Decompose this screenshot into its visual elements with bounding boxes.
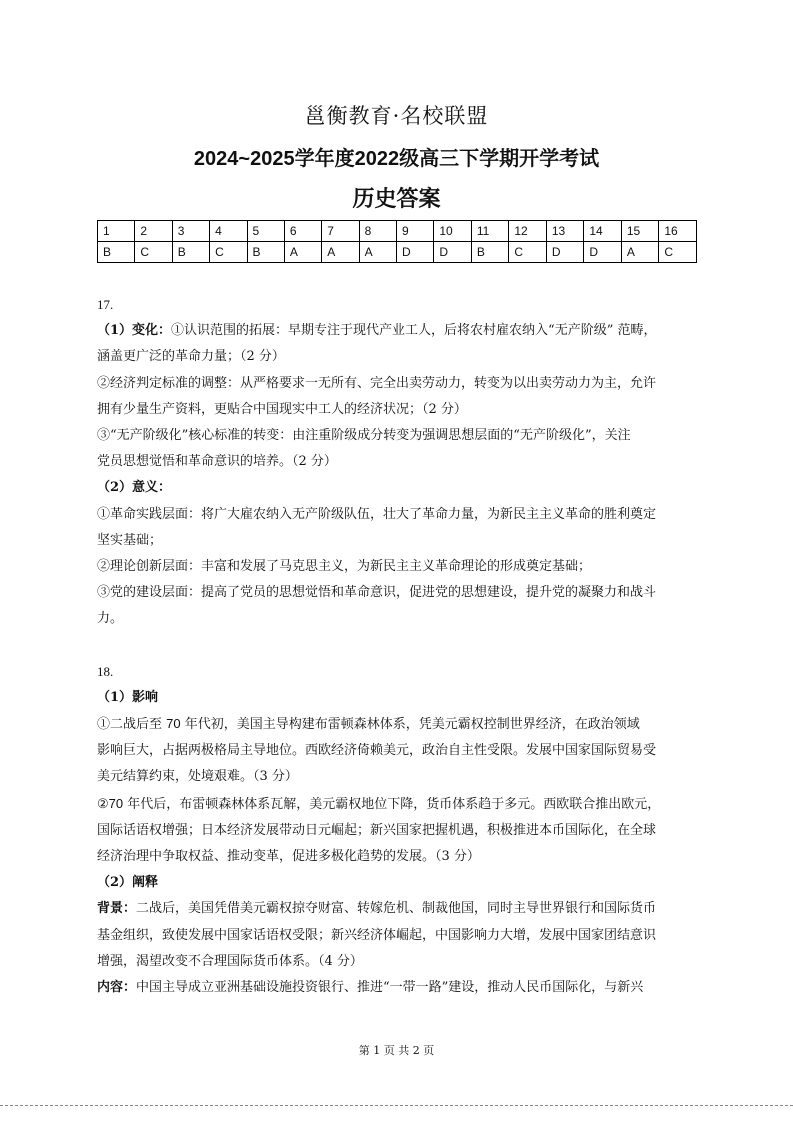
answer-cell: B — [247, 242, 284, 263]
answer-table — [97, 220, 697, 263]
q18-i1d: 美元结算约束，处境艰难。（3 分） — [97, 769, 298, 785]
answer-cell: D — [546, 242, 584, 263]
q17-p1b: 涵盖更广泛的革命力量；（2 分） — [97, 349, 285, 365]
answer-cell: B — [471, 242, 508, 263]
q17-m1b: 坚实基础； — [97, 532, 163, 548]
answer-cell: D — [396, 242, 433, 263]
q18-i2-num: 70 — [108, 795, 124, 811]
question-number-cell: 6 — [284, 221, 321, 242]
answer-cell: C — [659, 242, 697, 263]
exam-title-part: 学年度 — [294, 146, 355, 170]
q17-m2: ②理论创新层面：丰富和发展了马克思主义，为新民主主义革命理论的形成奠定基础； — [97, 559, 592, 575]
answer-cell: B — [172, 242, 209, 263]
exam-title-grade: 2022 — [354, 148, 400, 170]
question-number-cell: 1 — [98, 221, 135, 242]
question-number-cell: 3 — [172, 221, 209, 242]
q18-ct1-text: 中国主导成立亚洲基础设施投资银行、推进“一带一路”建设，推动人民币国际化，与新兴 — [136, 980, 644, 996]
q18-i2d: 经济治理中争取权益、推动变革，促进多极化趋势的发展。（3 分） — [97, 849, 480, 865]
q17-p2: ②经济判定标准的调整：从严格要求一无所有、完全出卖劳动力，转变为以出卖劳动力为主，允许 — [97, 375, 657, 391]
answer-cell: D — [434, 242, 472, 263]
question-18-number: 18. — [97, 663, 114, 679]
page-bottom-divider — [0, 1105, 793, 1106]
answer-table-number-row — [98, 221, 697, 242]
answer-table-answer-row — [98, 242, 697, 263]
answer-content — [97, 292, 697, 1001]
page-footer: 第 1 页 共 2 页 — [358, 1044, 435, 1057]
question-number-cell: 2 — [135, 221, 172, 242]
q18-ct1 — [97, 975, 697, 1001]
school-alliance-title: 邕衡教育·名校联盟 — [304, 104, 489, 128]
q18-bg1-text: 二战后，美国凭借美元霸权掠夺财富、转嫁危机、制裁他国，同时主导世界银行和国际货币 — [136, 901, 657, 917]
question-number-cell: 10 — [434, 221, 472, 242]
q18-i2-a: ② — [97, 796, 109, 812]
q18-background-label: 背景： — [97, 901, 137, 917]
answer-cell: C — [135, 242, 172, 263]
q17-part1-heading: （1）变化： — [97, 323, 172, 339]
q17-p3: ③“无产阶级化”核心标准的转变：由注重阶级成分转变为强调思想层面的“无产阶级化”，关注 — [97, 428, 631, 444]
q17-m3b: 力。 — [97, 611, 124, 627]
question-number-cell: 4 — [210, 221, 247, 242]
question-number-cell: 12 — [509, 221, 547, 242]
q18-part2-heading: （2）阐释 — [97, 875, 159, 891]
q17-p2b: 拥有少量生产资料，更贴合中国现实中工人的经济状况；（2 分） — [97, 401, 467, 417]
question-number-cell: 7 — [322, 221, 359, 242]
q18-i1 — [97, 711, 697, 738]
question-number-cell: 9 — [396, 221, 433, 242]
question-number-cell: 16 — [659, 221, 697, 242]
q18-part1-heading: （1）影响 — [97, 689, 159, 705]
answer-cell: C — [509, 242, 547, 263]
answer-cell: A — [359, 242, 396, 263]
q17-p3b: 党员思想觉悟和革命意识的培养。（2 分） — [97, 454, 337, 470]
answer-cell: A — [284, 242, 321, 263]
answer-cell: A — [322, 242, 359, 263]
subject-title: 历史答案 — [352, 186, 441, 212]
q18-i1-num: 70 — [166, 716, 181, 732]
exam-title-rest: 级高三下学期开学考试 — [399, 146, 600, 170]
question-number-cell: 15 — [621, 221, 659, 242]
q18-content-label: 内容： — [97, 980, 137, 996]
answer-cell: B — [98, 242, 135, 263]
q18-i2-b: 年代后，布雷顿森林体系瓦解，美元霸权地位下降，货币体系趋于多元。西欧联合推出欧元， — [123, 796, 661, 812]
answer-cell: A — [621, 242, 659, 263]
exam-title-years: 2024~2025 — [193, 148, 295, 170]
q17-m1: ①革命实践层面：将广大雇农纳入无产阶级队伍，壮大了革命力量，为新民主主义革命的胜利奠定 — [97, 506, 657, 522]
q18-bg2: 基金组织，致使发展中国家话语权受限；新兴经济体崛起，中国影响力大增，发展中国家团结意识 — [97, 927, 657, 943]
question-number-cell: 13 — [546, 221, 584, 242]
q18-bg3: 增强，渴望改变不合理国际货币体系。（4 分） — [97, 953, 363, 969]
answer-cell: D — [584, 242, 622, 263]
exam-title — [0, 142, 793, 171]
q18-i1-b: 年代初，美国主导构建布雷顿森林体系，凭美元霸权控制世界经济，在政治领域 — [180, 717, 640, 733]
question-number-cell: 14 — [584, 221, 622, 242]
q18-bg1 — [97, 896, 697, 922]
q18-i2 — [97, 791, 697, 818]
answer-cell: C — [210, 242, 247, 263]
q17-part2-heading: （2）意义： — [97, 480, 172, 496]
q17-p1-text: ①认识范围的拓展：早期专注于现代产业工人，后将农村雇农纳入“无产阶级” 范畴， — [171, 323, 657, 339]
question-number-cell: 11 — [471, 221, 508, 242]
question-number-cell: 5 — [247, 221, 284, 242]
question-number-cell: 8 — [359, 221, 396, 242]
q18-i1-a: ①二战后至 — [97, 717, 167, 733]
q18-i1c: 影响巨大，占据两极格局主导地位。西欧经济倚赖美元，政治自主性受限。发展中国家国际贸易受 — [97, 743, 657, 759]
q17-p1 — [97, 318, 697, 344]
q17-m3: ③党的建设层面：提高了党员的思想觉悟和革命意识，促进党的思想建设，提升党的凝聚力和战斗 — [97, 585, 657, 601]
question-17-number: 17. — [97, 297, 114, 312]
q18-i2c: 国际话语权增强；日本经济发展带动日元崛起；新兴国家把握机遇，积极推进本币国际化，在全球 — [97, 822, 657, 838]
